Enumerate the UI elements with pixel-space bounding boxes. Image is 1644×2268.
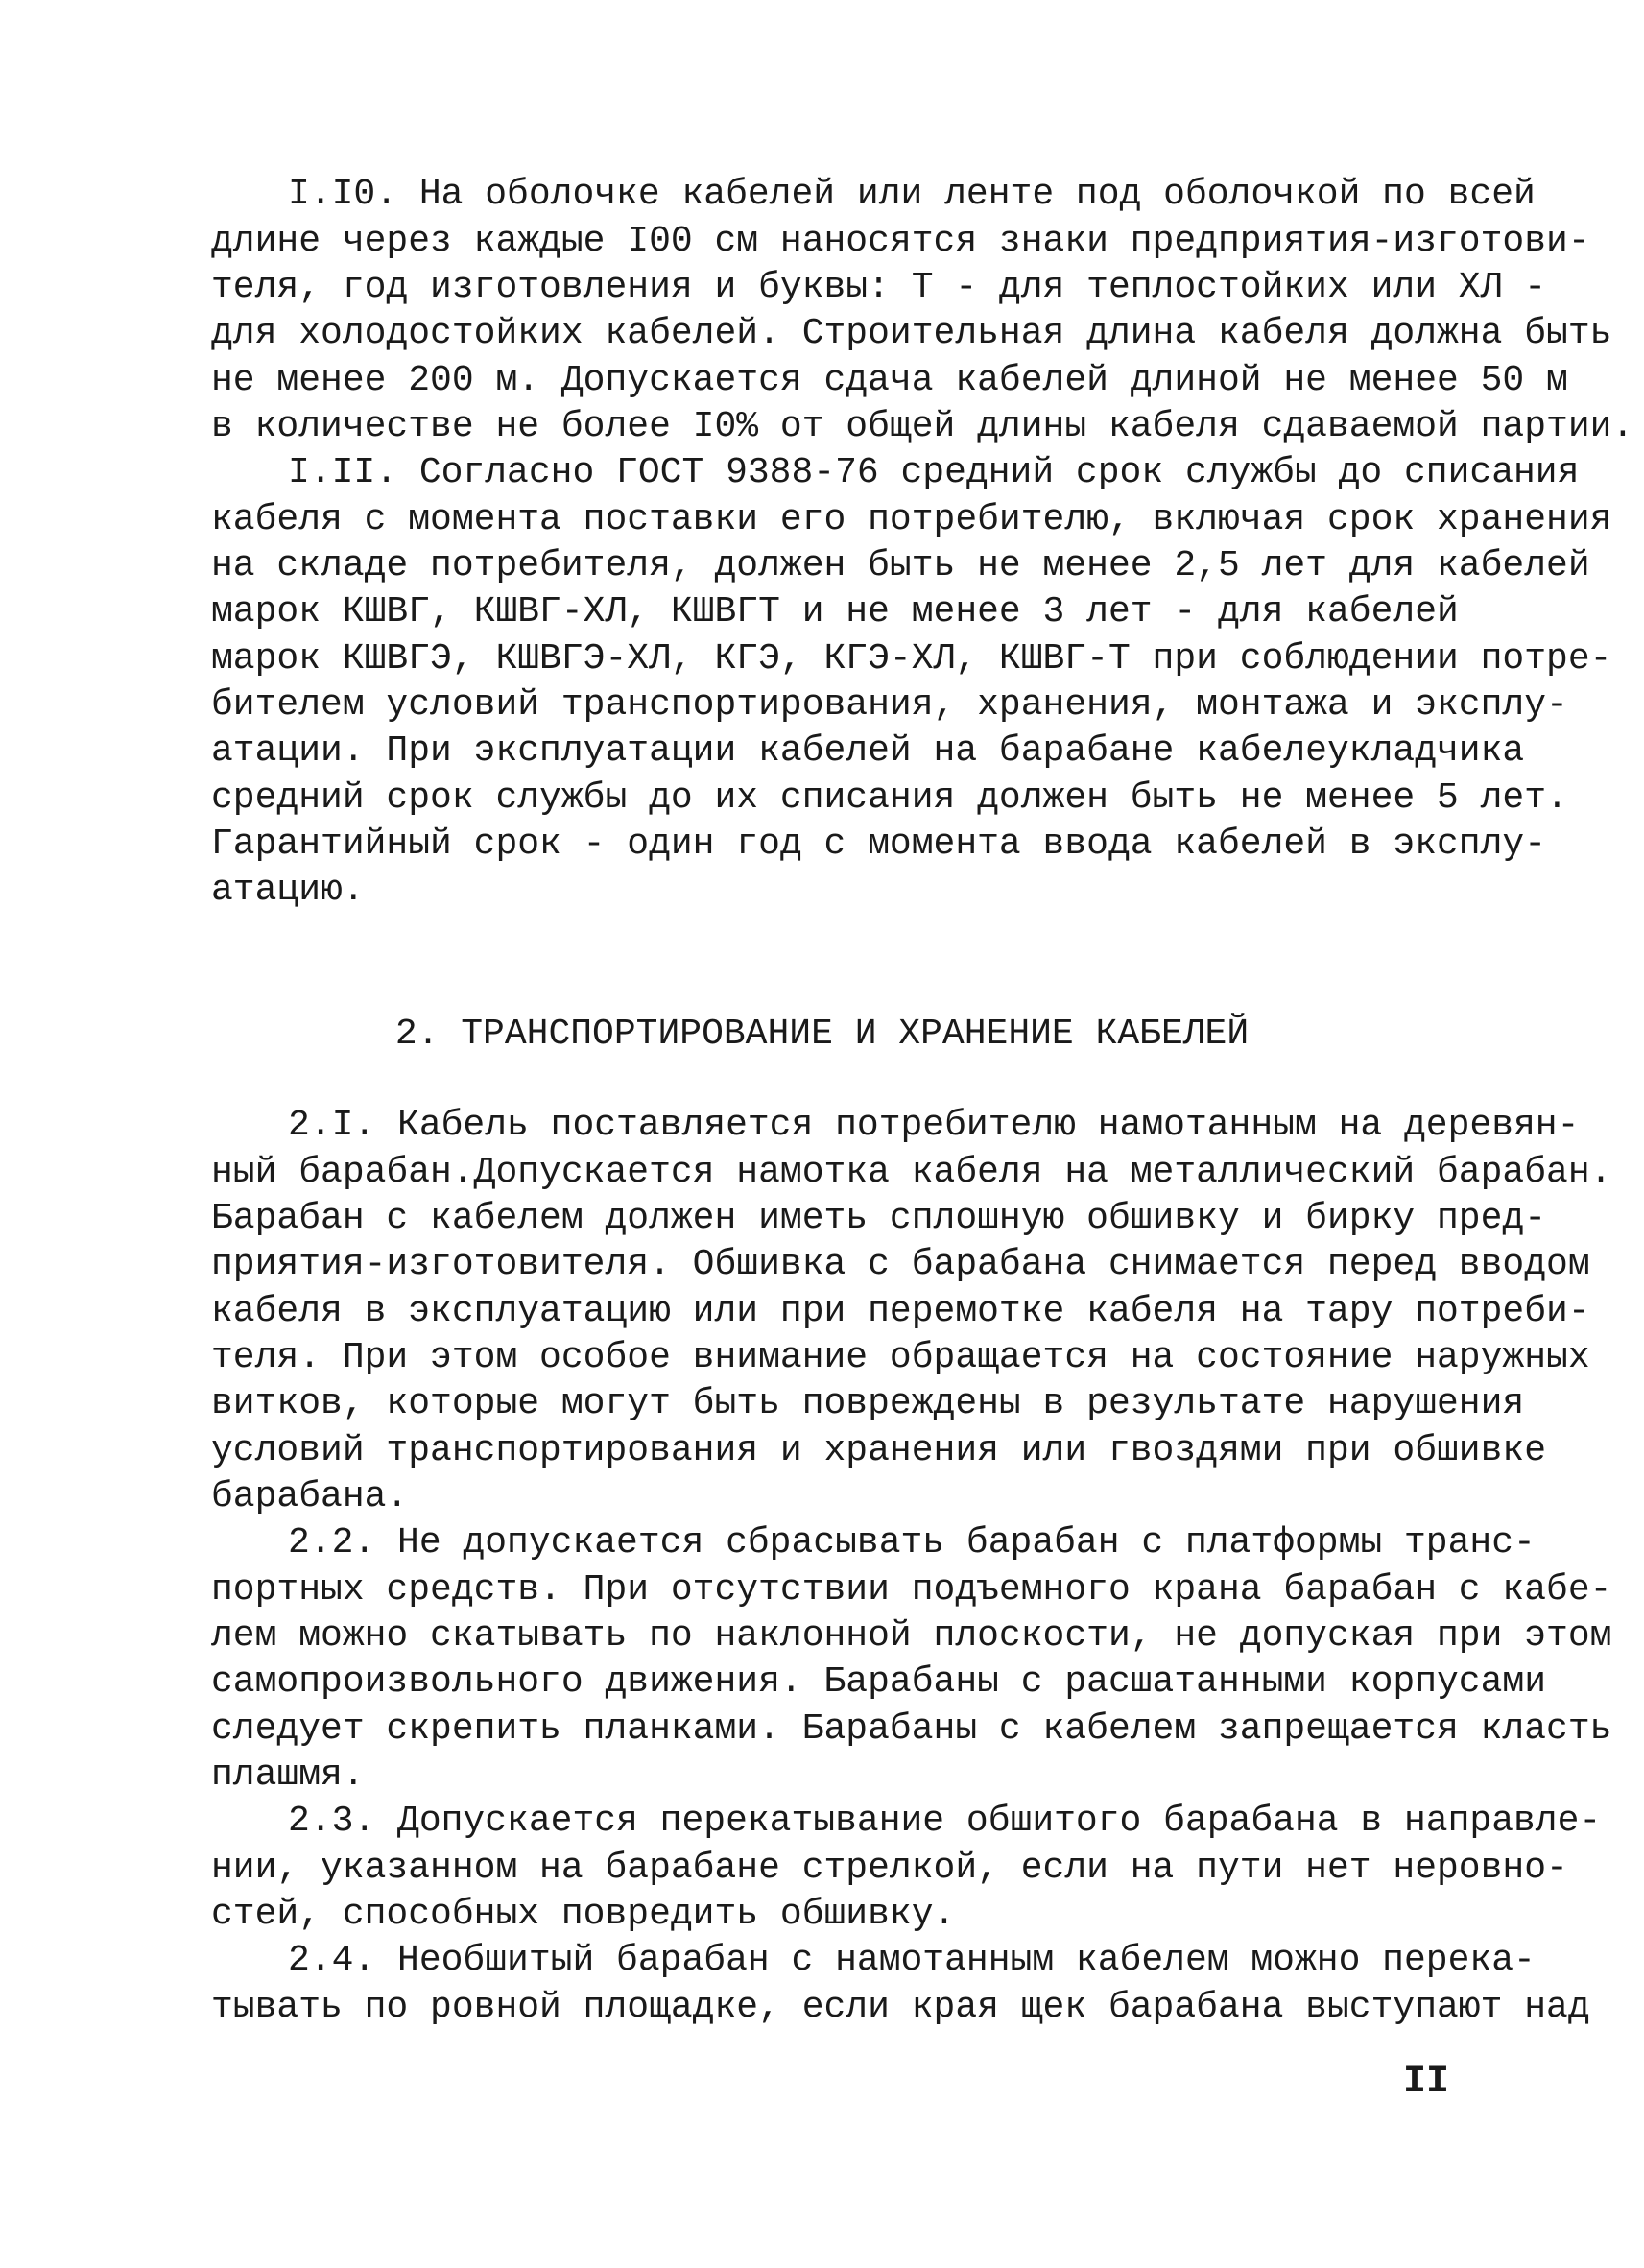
text-line: длине через каждые I00 см наносятся знаки предприятия-изготови- bbox=[211, 221, 1590, 262]
text-line: кабеля с момента поставки его потребителю, включая срок хранения bbox=[211, 499, 1612, 540]
text-line: теля, год изготовления и буквы: Т - для теплостойких или ХЛ - bbox=[211, 267, 1547, 308]
text-line: ный барабан.Допускается намотка кабеля на металлический барабан. bbox=[211, 1152, 1612, 1193]
page-number: II bbox=[1402, 2061, 1449, 2104]
text-line: стей, способных повредить обшивку. bbox=[211, 1894, 956, 1935]
text-line: самопроизвольного движения. Барабаны с расшатанными корпусами bbox=[211, 1661, 1547, 1703]
text-line: витков, которые могут быть повреждены в результате нарушения bbox=[211, 1383, 1525, 1424]
text-line: бителем условий транспортирования, хранения, монтажа и эксплу- bbox=[211, 684, 1568, 726]
text-line: нии, указанном на барабане стрелкой, если на пути нет неровно- bbox=[211, 1848, 1568, 1889]
text-line: марок КШВГЭ, КШВГЭ-ХЛ, КГЭ, КГЭ-ХЛ, КШВГ-Т при соблюдении потре- bbox=[211, 638, 1612, 680]
section-heading: 2. ТРАНСПОРТИРОВАНИЕ И ХРАНЕНИЕ КАБЕЛЕЙ bbox=[394, 1014, 1250, 1055]
text-line: 2.I. Кабель поставляется потребителю намотанным на деревян- bbox=[288, 1105, 1580, 1146]
text-line: средний срок службы до их списания должен быть не менее 5 лет. bbox=[211, 777, 1568, 819]
text-line: теля. При этом особое внимание обращается на состояние наружных bbox=[211, 1337, 1590, 1378]
text-line: марок КШВГ, КШВГ-ХЛ, КШВГТ и не менее 3 лет - для кабелей bbox=[211, 591, 1459, 633]
text-line: Барабан с кабелем должен иметь сплошную обшивку и бирку пред- bbox=[211, 1198, 1547, 1239]
text-line: 2.3. Допускается перекатывание обшитого барабана в направле- bbox=[288, 1801, 1602, 1842]
text-line: условий транспортирования и хранения или гвоздями при обшивке bbox=[211, 1430, 1547, 1471]
text-line: кабеля в эксплуатацию или при перемотке кабеля на тару потреби- bbox=[211, 1291, 1590, 1332]
text-line: 2.2. Не допускается сбрасывать барабан с платформы транс- bbox=[288, 1522, 1536, 1564]
text-line: Гарантийный срок - один год с момента ввода кабелей в эксплу- bbox=[211, 824, 1547, 865]
text-line: I.I0. На оболочке кабелей или ленте под оболочкой по всей bbox=[288, 174, 1536, 215]
text-line: плашмя. bbox=[211, 1755, 365, 1796]
text-line: I.II. Согласно ГОСТ 9388-76 средний срок службы до списания bbox=[288, 452, 1580, 493]
text-line: атации. При эксплуатации кабелей на барабане кабелеукладчика bbox=[211, 730, 1525, 772]
text-line: барабана. bbox=[211, 1476, 409, 1517]
text-line: приятия-изготовителя. Обшивка с барабана снимается перед вводом bbox=[211, 1244, 1590, 1285]
text-line: не менее 200 м. Допускается сдача кабелей длиной не менее 50 м bbox=[211, 360, 1568, 401]
text-line: на складе потребителя, должен быть не менее 2,5 лет для кабелей bbox=[211, 545, 1590, 586]
text-line: следует скрепить планками. Барабаны с кабелем запрещается класть bbox=[211, 1708, 1612, 1750]
text-line: лем можно скатывать по наклонной плоскости, не допуская при этом bbox=[211, 1615, 1612, 1657]
text-line: в количестве не более I0% от общей длины кабеля сдаваемой партии. bbox=[211, 406, 1634, 447]
text-line: 2.4. Необшитый барабан с намотанным кабелем можно перека- bbox=[288, 1940, 1536, 1981]
text-line: портных средств. При отсутствии подъемного крана барабан с кабе- bbox=[211, 1569, 1612, 1611]
text-line: тывать по ровной площадке, если края щек барабана выступают над bbox=[211, 1987, 1590, 2028]
text-line: атацию. bbox=[211, 870, 365, 911]
text-line: для холодостойких кабелей. Строительная длина кабеля должна быть bbox=[211, 313, 1612, 354]
